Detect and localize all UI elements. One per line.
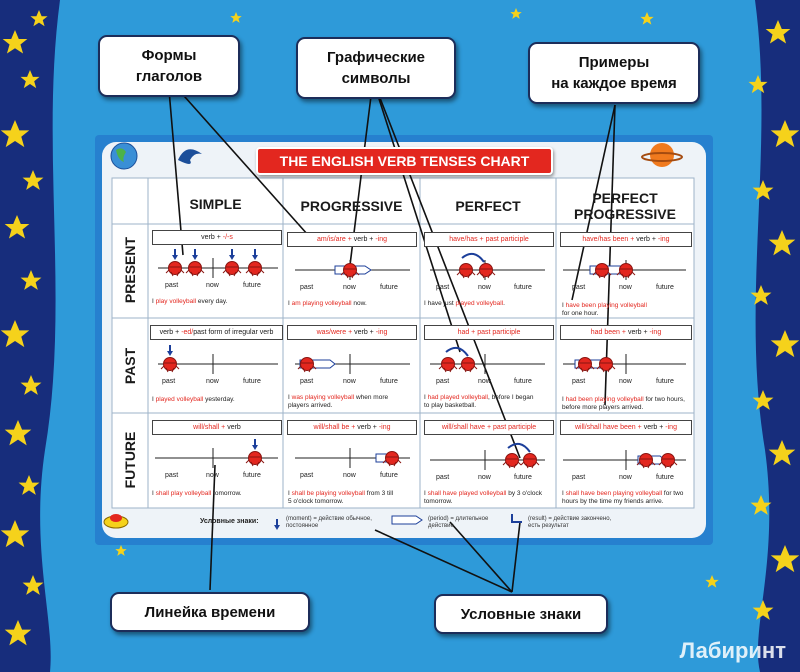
formula-future-perfect: will/shall have + past participle — [424, 420, 554, 435]
chart-title: THE ENGLISH VERB TENSES CHART — [256, 147, 553, 175]
timeline-label-future: future — [243, 282, 261, 289]
timeline-label-future: future — [514, 284, 532, 291]
legend-moment: (moment) = действие обычное, постоянное — [286, 516, 372, 529]
timeline-label-past: past — [300, 284, 314, 291]
formula-present-perfect: have/has + past participle — [424, 232, 554, 247]
example-past-simple: I played volleyball yesterday. — [152, 396, 235, 403]
timeline-label-past: past — [165, 472, 179, 479]
example-past-perfect: I had played volleyball, before I began to play basketball. — [424, 394, 534, 409]
formula-future-progressive: will/shall be + verb + -ing — [287, 420, 417, 435]
legend-result: (result) = действие закончено, есть результат — [528, 516, 612, 529]
timeline-label-past: past — [165, 282, 179, 289]
formula-past-perfect-progressive: had been + verb + -ing — [560, 325, 692, 340]
timeline-label-past: past — [436, 474, 450, 481]
example-future-perfect: I shall have played volleyball by 3 o'clock tomorrow. — [424, 490, 542, 505]
timeline-label-future: future — [380, 284, 398, 291]
callout-verb-forms-line2: глаголов — [135, 68, 203, 85]
timeline-label-now: now — [478, 474, 491, 481]
formula-past-simple: verb + -ed/past form of irregular verb — [150, 325, 283, 340]
callout-timeline-text: Линейка времени — [144, 603, 276, 621]
column-header-perfect: PERFECT — [455, 198, 521, 214]
formula-past-perfect: had + past participle — [424, 325, 554, 340]
timeline-label-now: now — [343, 284, 356, 291]
row-header-present: PRESENT — [122, 236, 138, 304]
formula-present-perfect-progressive: have/has been + verb + -ing — [560, 232, 692, 247]
callout-examples-line1: Примеры — [578, 54, 650, 71]
column-header-perfect-progressive: PERFECT PROGRESSIVE — [574, 190, 676, 222]
legend-period: (period) = длительное действие — [428, 516, 489, 529]
example-present-simple: I play volleyball every day. — [152, 298, 228, 305]
timeline-label-now: now — [343, 472, 356, 479]
timeline-label-future: future — [243, 378, 261, 385]
legend-label: Условные знаки: — [200, 518, 259, 525]
timeline-label-future: future — [514, 378, 532, 385]
row-header-past: PAST — [122, 347, 138, 385]
timeline-label-future: future — [243, 472, 261, 479]
timeline-label-past: past — [300, 378, 314, 385]
callout-symbols-line1: Графические — [326, 49, 426, 66]
timeline-label-now: now — [478, 378, 491, 385]
formula-present-progressive: am/is/are + verb + -ing — [287, 232, 417, 247]
timeline-label-future: future — [656, 284, 674, 291]
timeline-label-past: past — [162, 378, 176, 385]
timeline-label-past: past — [300, 472, 314, 479]
example-past-progressive: I was playing volleyball when more players arrived. — [288, 394, 389, 409]
column-header-simple: SIMPLE — [189, 196, 242, 212]
timeline-label-now: now — [619, 378, 632, 385]
callout-examples-line2: на каждое время — [551, 75, 677, 92]
column-header-progressive: PROGRESSIVE — [300, 198, 403, 214]
example-present-perfect-progressive: I have been playing volleyball for one hour. — [562, 302, 647, 317]
formula-future-simple: will/shall + verb — [152, 420, 282, 435]
formula-present-simple: verb + -/-s — [152, 230, 282, 245]
timeline-label-past: past — [436, 284, 450, 291]
example-present-progressive: I am playing volleyball now. — [288, 300, 367, 307]
example-future-simple: I shall play volleyball tomorrow. — [152, 490, 242, 497]
timeline-label-past: past — [572, 378, 586, 385]
example-present-perfect: I have just played volleyball. — [424, 300, 505, 307]
row-header-future: FUTURE — [122, 431, 138, 489]
timeline-label-now: now — [206, 378, 219, 385]
formula-past-progressive: was/were + verb + -ing — [287, 325, 417, 340]
timeline-label-now: now — [206, 472, 219, 479]
timeline-label-future: future — [656, 474, 674, 481]
timeline-label-now: now — [619, 474, 632, 481]
timeline-label-future: future — [380, 378, 398, 385]
timeline-label-past: past — [436, 378, 450, 385]
formula-future-perfect-progressive: will/shall have been + verb + -ing — [560, 420, 692, 435]
example-future-perfect-progressive: I shall have been playing volleyball for two hours by the time my friends arrive. — [562, 490, 684, 505]
watermark-logo: Лабиринт — [679, 638, 786, 663]
timeline-label-future: future — [514, 474, 532, 481]
timeline-label-past: past — [572, 284, 586, 291]
timeline-label-future: future — [656, 378, 674, 385]
timeline-label-now: now — [619, 284, 632, 291]
timeline-label-past: past — [572, 474, 586, 481]
example-past-perfect-progressive: I had been playing volleyball for two hours, before more players arrived. — [562, 396, 685, 411]
timeline-label-now: now — [343, 378, 356, 385]
timeline-label-now: now — [206, 282, 219, 289]
callout-verb-forms-line1: Формы — [141, 47, 197, 64]
callout-symbols-line2: символы — [341, 70, 411, 87]
example-future-progressive: I shall be playing volleyball from 3 till 5 o'clock tomorrow. — [288, 490, 394, 505]
timeline-label-future: future — [380, 472, 398, 479]
timeline-label-now: now — [478, 284, 491, 291]
callout-legend-text: Условные знаки — [460, 605, 582, 623]
